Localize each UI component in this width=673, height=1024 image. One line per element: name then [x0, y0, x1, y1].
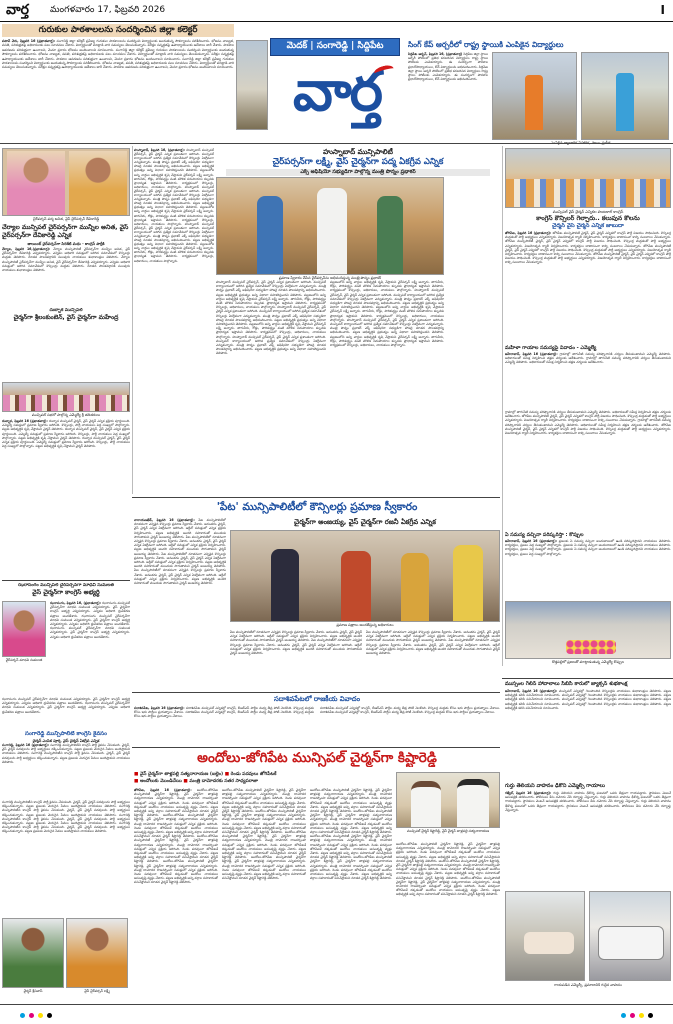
person-figure: [377, 196, 403, 275]
article-body: పటాన్ చెరు, ఫిబ్రవరి 16 (ప్రభాతవార్త): సంగారెడ్డి జిల్లా కలెక్టర్ ప్రవీణ్య గురుకుల పాఠశాలలను సందర్శించి విద్యార్థులకు అందుతున్న సౌకర్యాలను పరిశీలించారు. భోజనం నాణ్యత, వసతి, పరిశుభ్రతపై అధికారులకు పలు సూచనలు చేశారు. విద్యార్థులతో మాట్లాడి వారి సమస్యలు తెలుసుకున్నారు. పరీక్షల సన్నద్ధతపై ఉపాధ్యాయులకు ఆదేశాలు జారీ చేశారు. పాఠశాల ఆవరణను పరిశుభ్రంగా ఉంచాలని, మెనూ ప్రకారం భోజనం అందించాలని సూచించారు. సంగారెడ్డి జిల్లా కలెక్టర్ ప్రవీణ్య గురుకుల పాఠశాలలను సందర్శించి విద్యార్థులకు అందుతున్న సౌకర్యాలను పరిశీలించారు. భోజనం నాణ్యత, వసతి, పరిశుభ్రతపై అధికారులకు పలు సూచనలు చేశారు. విద్యార్థులతో మాట్లాడి వారి సమస్యలు తెలుసుకున్నారు. పరీక్షల సన్నద్ధతపై ఉపాధ్యాయులకు ఆదేశాలు జారీ చేశారు. పాఠశాల ఆవరణను పరిశుభ్రంగా ఉంచాలని, మెనూ ప్రకారం భోజనం అందించాలని సూచించారు. సంగారెడ్డి జిల్లా కలెక్టర్ ప్రవీణ్య గురుకుల పాఠశాలలను సందర్శించి విద్యార్థులకు అందుతున్న సౌకర్యాలను పరిశీలించారు. భోజనం నాణ్యత, వసతి, పరిశుభ్రతపై అధికారులకు పలు సూచనలు చేశారు. విద్యార్థులతో మాట్లాడి వారి సమస్యలు తెలుసుకున్నారు. పరీక్షల సన్నద్ధతపై ఉపాధ్యాయులకు ఆదేశాలు జారీ చేశారు. పాఠశాల ఆవరణను పరిశుభ్రంగా ఉంచాలని, మెనూ ప్రకారం భోజనం అందించాలని సూచించారు.: [2, 39, 234, 70]
subhead: చైర్మన్ వైస్ చైర్మన్ ఎన్నిక జాబుదా: [552, 223, 624, 229]
photo-caption: ప్రమాణ స్వీకారం చేసిన చైర్‌పర్సన్‌ను అభినందిస్తున్న మంత్రి పొన్నం ప్రభాకర్: [278, 276, 382, 280]
article-body: నారాయణఖేడ్, ఫిబ్రవరి 16 (ప్రభాతవార్త): పేట మున్సిపాలిటీలో నూతనంగా ఎన్నికైన కౌన్సిలర్లు ప్రమాణ స్వీకారం చేశారు. అనంతరం చైర్మన్, వైస్ చైర్మన్ ఎన్నిక ఏకగ్రీవంగా జరిగింది. ఆర్డీవో సమక్షంలో ఎన్నిక ప్రక్రియ నిర్వహించారు. పట్టణ అభివృద్ధికి అందరి సహకారంతో ముందుకు సాగుతామని చైర్మన్ అంజయ్య తెలిపారు. పేట మున్సిపాలిటీలో నూతనంగా ఎన్నికైన కౌన్సిలర్లు ప్రమాణ స్వీకారం చేశారు. అనంతరం చైర్మన్, వైస్ చైర్మన్ ఎన్నిక ఏకగ్రీవంగా జరిగింది. ఆర్డీవో సమక్షంలో ఎన్నిక ప్రక్రియ నిర్వహించారు. పట్టణ అభివృద్ధికి అందరి సహకారంతో ముందుకు సాగుతామని చైర్మన్ అంజయ్య తెలిపారు. పేట మున్సిపాలిటీలో నూతనంగా ఎన్నికైన కౌన్సిలర్లు ప్రమాణ స్వీకారం చేశారు. అనంతరం చైర్మన్, వైస్ చైర్మన్ ఎన్నిక ఏకగ్రీవంగా జరిగింది. ఆర్డీవో సమక్షంలో ఎన్నిక ప్రక్రియ నిర్వహించారు. పట్టణ అభివృద్ధికి అందరి సహకారంతో ముందుకు సాగుతామని చైర్మన్ అంజయ్య తెలిపారు. పేట మున్సిపాలిటీలో నూతనంగా ఎన్నికైన కౌన్సిలర్లు ప్రమాణ స్వీకారం చేశారు. అనంతరం చైర్మన్, వైస్ చైర్మన్ ఎన్నిక ఏకగ్రీవంగా జరిగింది. ఆర్డీవో సమక్షంలో ఎన్నిక ప్రక్రియ నిర్వహించారు. పట్టణ అభివృద్ధికి అందరి సహకారంతో ముందుకు సాగుతామని చైర్మన్ అంజయ్య తెలిపారు.: [134, 518, 226, 586]
article-body: పేట మున్సిపాలిటీలో నూతనంగా ఎన్నికైన కౌన్సిలర్లు ప్రమాణ స్వీకారం చేశారు. అనంతరం చైర్మన్, వైస్ చైర్మన్ ఎన్నిక ఏకగ్రీవంగా జరిగింది. ఆర్డీవో సమక్షంలో ఎన్నిక ప్రక్రియ నిర్వహించారు. పట్టణ అభివృద్ధికి అందరి సహకారంతో ముందుకు సాగుతామని చైర్మన్ అంజయ్య తెలిపారు. పేట మున్సిపాలిటీలో నూతనంగా ఎన్నికైన కౌన్సిలర్లు ప్రమాణ స్వీకారం చేశారు. అనంతరం చైర్మన్, వైస్ చైర్మన్ ఎన్నిక ఏకగ్రీవంగా జరిగింది. ఆర్డీవో సమక్షంలో ఎన్నిక ప్రక్రియ నిర్వహించారు. పట్టణ అభివృద్ధికి అందరి సహకారంతో ముందుకు సాగుతామని చైర్మన్ అంజయ్య తెలిపారు.: [366, 630, 500, 656]
print-color-bar-right: [621, 1013, 653, 1018]
student-figure: [525, 75, 543, 130]
edition-banner: [270, 38, 400, 56]
article-body: అందోలు-జోగిపేట మున్సిపాలిటీ చైర్మన్‌గా కిష్టారెడ్డి, వైస్ చైర్మన్‌గా తాళ్లపల్లి సత్యనారాయణ ఎన్నికయ్యారు. మంత్రి దామోదర రాజనర్సింహ సమక్షంలో ఎన్నిక ప్రక్రియ జరిగింది. రెండు పదవులూ జోగిపేటకే దక్కడంతో అందోలు నాయకులు అసంతృప్తి వ్యక్తం చేశారు. పట్టణ అభివృద్ధికి అన్ని వర్గాల సహకారంతో పనిచేస్తామని నూతన చైర్మన్ కిష్టారెడ్డి తెలిపారు. అందోలు-జోగిపేట మున్సిపాలిటీ చైర్మన్‌గా కిష్టారెడ్డి, వైస్ చైర్మన్‌గా తాళ్లపల్లి సత్యనారాయణ ఎన్నికయ్యారు. మంత్రి దామోదర రాజనర్సింహ సమక్షంలో ఎన్నిక ప్రక్రియ జరిగింది. రెండు పదవులూ జోగిపేటకే దక్కడంతో అందోలు నాయకులు అసంతృప్తి వ్యక్తం చేశారు. పట్టణ అభివృద్ధికి అన్ని వర్గాల సహకారంతో పనిచేస్తామని నూతన చైర్మన్ కిష్టారెడ్డి తెలిపారు. అందోలు-జోగిపేట మున్సిపాలిటీ చైర్మన్‌గా కిష్టారెడ్డి, వైస్ చైర్మన్‌గా తాళ్లపల్లి సత్యనారాయణ ఎన్నికయ్యారు. మంత్రి దామోదర రాజనర్సింహ సమక్షంలో ఎన్నిక ప్రక్రియ జరిగింది. రెండు పదవులూ జోగిపేటకే దక్కడంతో అందోలు నాయకులు అసంతృప్తి వ్యక్తం చేశారు. పట్టణ అభివృద్ధికి అన్ని వర్గాల సహకారంతో పనిచేస్తామని నూతన చైర్మన్ కిష్టారెడ్డి తెలిపారు.: [396, 842, 500, 897]
patient-figure: [524, 932, 574, 954]
story-collector: [2, 24, 234, 140]
article-body: ఝరాసంగం మున్సిపల్ చైర్‌పర్సన్‌గా మాధవి సుమలత ఎన్నికయ్యారు. వైస్ చైర్మన్‌గా కాంగ్రెస్ అభ్యర్థి ఎన్నికయ్యారు. ఎన్నికల అధికారి ధ్రువీకరణ పత్రాలు అందజేశారు. ఝరాసంగం మున్సిపల్ చైర్‌పర్సన్‌గా మాధవి సుమలత ఎన్నికయ్యారు. వైస్ చైర్మన్‌గా కాంగ్రెస్ అభ్యర్థి ఎన్నికయ్యారు. ఎన్నికల అధికారి ధ్రువీకరణ పత్రాలు అందజేశారు.: [2, 697, 130, 714]
headline: అందోలు-జోగిపేట మున్సిపల్ చైర్మన్‌గా కిష్టారెడ్డి: [197, 750, 437, 766]
section-divider: [2, 580, 130, 581]
student-figure: [616, 73, 634, 131]
headline: 'పేట' మున్సిపాలిటీలో కౌన్సిలర్లు ప్రమాణ స్వీకారం: [216, 501, 418, 513]
bottom-left-portraits: [2, 800, 130, 1000]
subhead: చైర్మన్‌గా అంజయ్య, వైస్ చైర్మన్‌గా రజనీ ఏకగ్రీవ ఎన్నిక: [294, 518, 436, 526]
photo-caption: మున్సిపల్ సభలో పాల్గొన్న ఎమ్మెల్యే శ్రీ తదితరులు: [31, 413, 101, 417]
headline: సింగ్ కేప్ ఆర్చరీలో రాష్ట్ర స్థాయికి ఎంపికైన విద్యార్థులు: [408, 40, 564, 49]
car-shape: [598, 926, 664, 960]
article-body: దుబ్బాక, ఫిబ్రవరి 16 (ప్రభాతవార్త): దుబ్బాక మున్సిపల్ చైర్మన్, వైస్ చైర్మన్ ఎన్నిక ప్రక్రియ పూర్తయింది. ఎమ్మెల్యే సమక్షంలో ప్రమాణ స్వీకారం జరిగింది. కౌన్సిలర్లు, పార్టీ నాయకులు పెద్ద సంఖ్యలో పాల్గొన్నారు. పట్టణ అభివృద్ధికి కృషి చేస్తామని చైర్మన్ తెలిపారు. దుబ్బాక మున్సిపల్ చైర్మన్, వైస్ చైర్మన్ ఎన్నిక ప్రక్రియ పూర్తయింది. ఎమ్మెల్యే సమక్షంలో ప్రమాణ స్వీకారం జరిగింది. కౌన్సిలర్లు, పార్టీ నాయకులు పెద్ద సంఖ్యలో పాల్గొన్నారు. పట్టణ అభివృద్ధికి కృషి చేస్తామని చైర్మన్ తెలిపారు. దుబ్బాక మున్సిపల్ చైర్మన్, వైస్ చైర్మన్ ఎన్నిక ప్రక్రియ పూర్తయింది. ఎమ్మెల్యే సమక్షంలో ప్రమాణ స్వీకారం జరిగింది. కౌన్సిలర్లు, పార్టీ నాయకులు పెద్ద సంఖ్యలో పాల్గొన్నారు. పట్టణ అభివృద్ధికి కృషి చేస్తామని చైర్మన్ తెలిపారు.: [2, 419, 130, 449]
article-body: పట్టణంలోని అన్ని వార్డుల అభివృద్ధికి కృషి చేస్తామని చైర్‌పర్సన్ లక్ష్మీ అన్నారు. తాగునీరు, రోడ్లు, పారిశుద్ధ్యం వంటి మౌలిక సదుపాయాల కల్పనకు ప్రాధాన్యత ఇస్తామని తెలిపారు. కార్యక్రమంలో కౌన్సిలర్లు, అధికారులు, నాయకులు పాల్గొన్నారు. హుస్నాబాద్ మున్సిపల్ చైర్‌పర్సన్, వైస్ చైర్మన్ ఎన్నిక ప్రశాంతంగా జరిగింది. మున్సిపల్ కార్యాలయంలో జరిగిన ప్రత్యేక సమావేశంలో కౌన్సిలర్లు ఏకగ్రీవంగా ఎన్నుకున్నారు. మంత్రి పొన్నం ప్రభాకర్ ఎక్స్ అఫిషియో సభ్యుడిగా హాజరై నూతన పాలకవర్గాన్ని అభినందించారు. పట్టణ అభివృద్ధికి ప్రభుత్వం అన్ని విధాలా సహకరిస్తుందని తెలిపారు. పట్టణంలోని అన్ని వార్డుల అభివృద్ధికి కృషి చేస్తామని చైర్‌పర్సన్ లక్ష్మీ అన్నారు. తాగునీరు, రోడ్లు, పారిశుద్ధ్యం వంటి మౌలిక సదుపాయాల కల్పనకు ప్రాధాన్యత ఇస్తామని తెలిపారు. కార్యక్రమంలో కౌన్సిలర్లు, అధికారులు, నాయకులు పాల్గొన్నారు. హుస్నాబాద్ మున్సిపల్ చైర్‌పర్సన్, వైస్ చైర్మన్ ఎన్నిక ప్రశాంతంగా జరిగింది. మున్సిపల్ కార్యాలయంలో జరిగిన ప్రత్యేక సమావేశంలో కౌన్సిలర్లు ఏకగ్రీవంగా ఎన్నుకున్నారు. మంత్రి పొన్నం ప్రభాకర్ ఎక్స్ అఫిషియో సభ్యుడిగా హాజరై నూతన పాలకవర్గాన్ని అభినందించారు. పట్టణ అభివృద్ధికి ప్రభుత్వం అన్ని విధాలా సహకరిస్తుందని తెలిపారు. పట్టణంలోని అన్ని వార్డుల అభివృద్ధికి కృషి చేస్తామని చైర్‌పర్సన్ లక్ష్మీ అన్నారు. తాగునీరు, రోడ్లు, పారిశుద్ధ్యం వంటి మౌలిక సదుపాయాల కల్పనకు ప్రాధాన్యత ఇస్తామని తెలిపారు. కార్యక్రమంలో కౌన్సిలర్లు, అధికారులు, నాయకులు పాల్గొన్నారు.: [330, 280, 444, 348]
accident-photo-1: [505, 891, 585, 981]
cyan-swatch: [621, 1013, 626, 1018]
collector-photo: [236, 40, 268, 130]
kicker: దుబ్బాక మున్సిపల్: [49, 308, 83, 313]
headline: గురుకుల పాఠశాలలను సందర్శించిన జిల్లా కలెక్టర్: [2, 24, 234, 37]
person-figure: [271, 549, 299, 622]
yellow-swatch: [38, 1013, 43, 1018]
story-dubbaka-body: [134, 148, 214, 493]
bullet-icon: ■: [134, 778, 140, 784]
article-body: హుస్నాబాద్ మున్సిపల్ చైర్‌పర్సన్, వైస్ చైర్మన్ ఎన్నిక ప్రశాంతంగా జరిగింది. మున్సిపల్ కార్యాలయంలో జరిగిన ప్రత్యేక సమావేశంలో కౌన్సిలర్లు ఏకగ్రీవంగా ఎన్నుకున్నారు. మంత్రి పొన్నం ప్రభాకర్ ఎక్స్ అఫిషియో సభ్యుడిగా హాజరై నూతన పాలకవర్గాన్ని అభినందించారు. పట్టణ అభివృద్ధికి ప్రభుత్వం అన్ని విధాలా సహకరిస్తుందని తెలిపారు. పట్టణంలోని అన్ని వార్డుల అభివృద్ధికి కృషి చేస్తామని చైర్‌పర్సన్ లక్ష్మీ అన్నారు. తాగునీరు, రోడ్లు, పారిశుద్ధ్యం వంటి మౌలిక సదుపాయాల కల్పనకు ప్రాధాన్యత ఇస్తామని తెలిపారు. కార్యక్రమంలో కౌన్సిలర్లు, అధికారులు, నాయకులు పాల్గొన్నారు. హుస్నాబాద్ మున్సిపల్ చైర్‌పర్సన్, వైస్ చైర్మన్ ఎన్నిక ప్రశాంతంగా జరిగింది. మున్సిపల్ కార్యాలయంలో జరిగిన ప్రత్యేక సమావేశంలో కౌన్సిలర్లు ఏకగ్రీవంగా ఎన్నుకున్నారు. మంత్రి పొన్నం ప్రభాకర్ ఎక్స్ అఫిషియో సభ్యుడిగా హాజరై నూతన పాలకవర్గాన్ని అభినందించారు. పట్టణ అభివృద్ధికి ప్రభుత్వం అన్ని విధాలా సహకరిస్తుందని తెలిపారు. పట్టణంలోని అన్ని వార్డుల అభివృద్ధికి కృషి చేస్తామని చైర్‌పర్సన్ లక్ష్మీ అన్నారు. తాగునీరు, రోడ్లు, పారిశుద్ధ్యం వంటి మౌలిక సదుపాయాల కల్పనకు ప్రాధాన్యత ఇస్తామని తెలిపారు. కార్యక్రమంలో కౌన్సిలర్లు, అధికారులు, నాయకులు పాల్గొన్నారు. హుస్నాబాద్ మున్సిపల్ చైర్‌పర్సన్, వైస్ చైర్మన్ ఎన్నిక ప్రశాంతంగా జరిగింది. మున్సిపల్ కార్యాలయంలో జరిగిన ప్రత్యేక సమావేశంలో కౌన్సిలర్లు ఏకగ్రీవంగా ఎన్నుకున్నారు. మంత్రి పొన్నం ప్రభాకర్ ఎక్స్ అఫిషియో సభ్యుడిగా హాజరై నూతన పాలకవర్గాన్ని అభినందించారు. పట్టణ అభివృద్ధికి ప్రభుత్వం అన్ని విధాలా సహకరిస్తుందని తెలిపారు.: [216, 280, 326, 356]
headline: మహిళా గాయాల సమస్యపై వివాదం - ఎమ్మెల్యే: [505, 345, 597, 351]
black-swatch: [47, 1013, 52, 1018]
dubbaka-photo: [2, 382, 130, 412]
photo-caption: గాయపడిన ఎమ్మెల్సీ, ప్రమాదానికి గురైన వాహనం: [554, 983, 622, 987]
photo-caption: మున్సిపల్ వైస్ చైర్మన్ ఎన్నికల హుటకాల్ కాంగ్రెస్: [552, 209, 624, 214]
section-divider: [0, 143, 673, 144]
article-body: జహీరాబాద్, ఫిబ్రవరి 16 (ప్రభాతవార్త): గ్రామాల్లో తాగునీటి సమస్య పరిష్కారానికి చర్యలు తీసుకుంటామని ఎమ్మెల్యే తెలిపారు. అధికారులతో సమీక్ష నిర్వహించి తక్షణ చర్యలకు ఆదేశించారు. గ్రామాల్లో తాగునీటి సమస్య పరిష్కారానికి చర్యలు తీసుకుంటామని ఎమ్మెల్యే తెలిపారు. అధికారులతో సమీక్ష నిర్వహించి తక్షణ చర్యలకు ఆదేశించారు.: [505, 352, 671, 365]
bullet-row: ■ వైస్ చైర్మన్‌గా తాళ్లపల్లి సత్యనారాయణ (బల్లెం) ■ రెండు పదవులు జోగిపేటకే: [134, 772, 277, 777]
headline: సదాశివపేటలో రాజకీయ వివాదం: [273, 695, 361, 703]
article-body: హుస్నాబాద్, ఫిబ్రవరి 16, (ప్రభాతవార్త): హుస్నాబాద్ మున్సిపల్ చైర్‌పర్సన్, వైస్ చైర్మన్ ఎన్నిక ప్రశాంతంగా జరిగింది. మున్సిపల్ కార్యాలయంలో జరిగిన ప్రత్యేక సమావేశంలో కౌన్సిలర్లు ఏకగ్రీవంగా ఎన్నుకున్నారు. మంత్రి పొన్నం ప్రభాకర్ ఎక్స్ అఫిషియో సభ్యుడిగా హాజరై నూతన పాలకవర్గాన్ని అభినందించారు. పట్టణ అభివృద్ధికి ప్రభుత్వం అన్ని విధాలా సహకరిస్తుందని తెలిపారు. పట్టణంలోని అన్ని వార్డుల అభివృద్ధికి కృషి చేస్తామని చైర్‌పర్సన్ లక్ష్మీ అన్నారు. తాగునీరు, రోడ్లు, పారిశుద్ధ్యం వంటి మౌలిక సదుపాయాల కల్పనకు ప్రాధాన్యత ఇస్తామని తెలిపారు. కార్యక్రమంలో కౌన్సిలర్లు, అధికారులు, నాయకులు పాల్గొన్నారు. హుస్నాబాద్ మున్సిపల్ చైర్‌పర్సన్, వైస్ చైర్మన్ ఎన్నిక ప్రశాంతంగా జరిగింది. మున్సిపల్ కార్యాలయంలో జరిగిన ప్రత్యేక సమావేశంలో కౌన్సిలర్లు ఏకగ్రీవంగా ఎన్నుకున్నారు. మంత్రి పొన్నం ప్రభాకర్ ఎక్స్ అఫిషియో సభ్యుడిగా హాజరై నూతన పాలకవర్గాన్ని అభినందించారు. పట్టణ అభివృద్ధికి ప్రభుత్వం అన్ని విధాలా సహకరిస్తుందని తెలిపారు. పట్టణంలోని అన్ని వార్డుల అభివృద్ధికి కృషి చేస్తామని చైర్‌పర్సన్ లక్ష్మీ అన్నారు. తాగునీరు, రోడ్లు, పారిశుద్ధ్యం వంటి మౌలిక సదుపాయాల కల్పనకు ప్రాధాన్యత ఇస్తామని తెలిపారు. కార్యక్రమంలో కౌన్సిలర్లు, అధికారులు, నాయకులు పాల్గొన్నారు. హుస్నాబాద్ మున్సిపల్ చైర్‌పర్సన్, వైస్ చైర్మన్ ఎన్నిక ప్రశాంతంగా జరిగింది. మున్సిపల్ కార్యాలయంలో జరిగిన ప్రత్యేక సమావేశంలో కౌన్సిలర్లు ఏకగ్రీవంగా ఎన్నుకున్నారు. మంత్రి పొన్నం ప్రభాకర్ ఎక్స్ అఫిషియో సభ్యుడిగా హాజరై నూతన పాలకవర్గాన్ని అభినందించారు. పట్టణ అభివృద్ధికి ప్రభుత్వం అన్ని విధాలా సహకరిస్తుందని తెలిపారు. పట్టణంలోని అన్ని వార్డుల అభివృద్ధికి కృషి చేస్తామని చైర్‌పర్సన్ లక్ష్మీ అన్నారు. తాగునీరు, రోడ్లు, పారిశుద్ధ్యం వంటి మౌలిక సదుపాయాల కల్పనకు ప్రాధాన్యత ఇస్తామని తెలిపారు. కార్యక్రమంలో కౌన్సిలర్లు, అధికారులు, నాయకులు పాల్గొన్నారు.: [134, 148, 214, 263]
headline: ఏ సమస్య వచ్చినా పరిష్కరిస్తా : కొప్పుల: [505, 532, 584, 538]
jharasangam-photo: [2, 601, 46, 657]
article-body: జహీరాబాద్, ఫిబ్రవరి 16 (ప్రభాతవార్త): మున్సిపల్ ఎన్నికల్లో గెలుపొందిన కౌన్సిలర్లకు నాయకులు శుభాకాంక్షలు తెలిపారు. పట్టణ అభివృద్ధికి కలిసి పనిచేయాలని సూచించారు. మున్సిపల్ ఎన్నికల్లో గెలుపొందిన కౌన్సిలర్లకు నాయకులు శుభాకాంక్షలు తెలిపారు. పట్టణ అభివృద్ధికి కలిసి పనిచేయాలని సూచించారు. మున్సిపల్ ఎన్నికల్లో గెలుపొందిన కౌన్సిలర్లకు నాయకులు శుభాకాంక్షలు తెలిపారు. పట్టణ అభివృద్ధికి కలిసి పనిచేయాలని సూచించారు. మున్సిపల్ ఎన్నికల్లో గెలుపొందిన కౌన్సిలర్లకు నాయకులు శుభాకాంక్షలు తెలిపారు. పట్టణ అభివృద్ధికి కలిసి పనిచేయాలని సూచించారు.: [505, 689, 671, 710]
bullet-icon: ■: [183, 778, 190, 784]
crowd: [506, 179, 671, 207]
black-swatch: [648, 1013, 653, 1018]
portrait-vice-chair: [66, 918, 128, 988]
story-accident: [505, 783, 671, 998]
story-andol: [134, 750, 500, 1000]
headline: చైర్‌పర్సన్‌గా లక్ష్మీ, వైస్ చైర్మన్‌గా పద్మ ఏకగ్రీవ ఎన్నిక: [272, 157, 444, 167]
person-figure: [401, 553, 429, 622]
article-body: సంగారెడ్డి మున్సిపాలిటీని కాంగ్రెస్ పార్టీ కైవసం చేసుకుంది. చైర్మన్, వైస్ చైర్మన్ పదవులను పార్టీ అభ్యర్థులు దక్కించుకున్నారు. పట్టణ ప్రజలకు మెరుగైన సేవలు అందిస్తామని నాయకులు తెలిపారు. సంగారెడ్డి మున్సిపాలిటీని కాంగ్రెస్ పార్టీ కైవసం చేసుకుంది. చైర్మన్, వైస్ చైర్మన్ పదవులను పార్టీ అభ్యర్థులు దక్కించుకున్నారు. పట్టణ ప్రజలకు మెరుగైన సేవలు అందిస్తామని నాయకులు తెలిపారు. సంగారెడ్డి మున్సిపాలిటీని కాంగ్రెస్ పార్టీ కైవసం చేసుకుంది. చైర్మన్, వైస్ చైర్మన్ పదవులను పార్టీ అభ్యర్థులు దక్కించుకున్నారు. పట్టణ ప్రజలకు మెరుగైన సేవలు అందిస్తామని నాయకులు తెలిపారు. సంగారెడ్డి మున్సిపాలిటీని కాంగ్రెస్ పార్టీ కైవసం చేసుకుంది. చైర్మన్, వైస్ చైర్మన్ పదవులను పార్టీ అభ్యర్థులు దక్కించుకున్నారు. పట్టణ ప్రజలకు మెరుగైన సేవలు అందిస్తామని నాయకులు తెలిపారు.: [2, 800, 130, 834]
photo-caption: మున్సిపల్ చైర్మన్ కిష్టారెడ్డి, వైస్ చైర్మన్ తాళ్లపల్లి సత్యనారాయణ: [406, 829, 490, 833]
section-divider: [132, 497, 500, 498]
page-number: I: [660, 3, 665, 17]
story-sadasivapet: [134, 695, 500, 745]
story-jharasangam: [2, 583, 130, 695]
subhead: జాయింట్ చైర్‌పర్సన్‌గా సిరిశేటి మధు - కాంగ్రెస్ పార్టీకి: [27, 241, 105, 246]
headline: కాంగ్రెస్ కౌన్సిలర్ గెల్చారు.. కలుపున కొలను: [536, 215, 640, 222]
photo-caption: చైర్‌పర్సన్ పద్మ అనిత, వైస్ చైర్‌పర్సన్ దేవికారెడ్డి: [32, 217, 100, 221]
andol-photo: [396, 772, 500, 828]
person-figure: [453, 545, 483, 622]
portrait-chairman: [2, 918, 64, 988]
archery-photo-1: [492, 52, 577, 140]
footer: [0, 1004, 673, 1024]
person-figure: [457, 779, 489, 828]
portrait-1: [7, 151, 65, 215]
yellow-swatch: [639, 1013, 644, 1018]
article-body: గ్రామాల్లో తాగునీటి సమస్య పరిష్కారానికి చర్యలు తీసుకుంటామని ఎమ్మెల్యే తెలిపారు. అధికారులతో సమీక్ష నిర్వహించి తక్షణ చర్యలకు ఆదేశించారు. జోగిపేట మున్సిపాలిటీ చైర్మన్, వైస్ చైర్మన్ ఎన్నికలో కాంగ్రెస్ పార్టీ విజయం సాధించింది. కౌన్సిలర్ల మద్దతుతో పార్టీ అభ్యర్థులు ఎన్నికయ్యారు. విజయోత్సవ ర్యాలీ నిర్వహించారు. కార్యకర్తలు బాణాసంచా కాల్చి సంబరాలు చేసుకున్నారు. గ్రామాల్లో తాగునీటి సమస్య పరిష్కారానికి చర్యలు తీసుకుంటామని ఎమ్మెల్యే తెలిపారు. అధికారులతో సమీక్ష నిర్వహించి తక్షణ చర్యలకు ఆదేశించారు. జోగిపేట మున్సిపాలిటీ చైర్మన్, వైస్ చైర్మన్ ఎన్నికలో కాంగ్రెస్ పార్టీ విజయం సాధించింది. కౌన్సిలర్ల మద్దతుతో పార్టీ అభ్యర్థులు ఎన్నికయ్యారు. విజయోత్సవ ర్యాలీ నిర్వహించారు. కార్యకర్తలు బాణాసంచా కాల్చి సంబరాలు చేసుకున్నారు.: [505, 410, 671, 436]
print-color-bar-left: [20, 1013, 52, 1018]
logo-text: వార్త: [293, 58, 381, 124]
koppula-photo: [505, 601, 671, 659]
article-body: గజ్వేల్, ఫిబ్రవరి 16 (ప్రభాతవార్త): గుర్తు తెలియని వాహనం ఢీకొన్న ఘటనలో ఒకరు తీవ్రంగా గాయపడ్డారు. స్థానికులు వెంటనే ఆసుపత్రికి తరలించారు. పోలీసులు కేసు నమోదు చేసి దర్యాప్తు చేస్తున్నారు. గుర్తు తెలియని వాహనం ఢీకొన్న ఘటనలో ఒకరు తీవ్రంగా గాయపడ్డారు. స్థానికులు వెంటనే ఆసుపత్రికి తరలించారు. పోలీసులు కేసు నమోదు చేసి దర్యాప్తు చేస్తున్నారు. గుర్తు తెలియని వాహనం ఢీకొన్న ఘటనలో ఒకరు తీవ్రంగా గాయపడ్డారు. స్థానికులు వెంటనే ఆసుపత్రికి తరలించారు. పోలీసులు కేసు నమోదు చేసి దర్యాప్తు చేస్తున్నారు.: [505, 791, 671, 812]
article-body: ఝరాసంగం, ఫిబ్రవరి 16, (ప్రభాతవార్త): ఝరాసంగం మున్సిపల్ చైర్‌పర్సన్‌గా మాధవి సుమలత ఎన్నికయ్యారు. వైస్ చైర్మన్‌గా కాంగ్రెస్ అభ్యర్థి ఎన్నికయ్యారు. ఎన్నికల అధికారి ధ్రువీకరణ పత్రాలు అందజేశారు. ఝరాసంగం మున్సిపల్ చైర్‌పర్సన్‌గా మాధవి సుమలత ఎన్నికయ్యారు. వైస్ చైర్మన్‌గా కాంగ్రెస్ అభ్యర్థి ఎన్నికయ్యారు. ఎన్నికల అధికారి ధ్రువీకరణ పత్రాలు అందజేశారు. ఝరాసంగం మున్సిపల్ చైర్‌పర్సన్‌గా మాధవి సుమలత ఎన్నికయ్యారు. వైస్ చైర్మన్‌గా కాంగ్రెస్ అభ్యర్థి ఎన్నికయ్యారు. ఎన్నికల అధికారి ధ్రువీకరణ పత్రాలు అందజేశారు.: [50, 601, 130, 639]
story-councillors-oath: [134, 500, 500, 690]
person-figure: [341, 551, 371, 622]
bullet-icon: ■: [224, 772, 231, 777]
story-cow-fund: [505, 681, 671, 781]
headline: ముస్సంల గెలిన్ హావాలాలు సిబిసి కారులో జ్యాక్సన్ శుభకాంక్ష: [505, 681, 628, 687]
husnabad-photo: [216, 177, 444, 275]
rally-photo: [505, 148, 671, 208]
chetyala-photo: [2, 148, 130, 216]
bullet-icon: ■: [134, 772, 140, 777]
person-figure: [257, 196, 283, 275]
person-figure: [411, 781, 441, 828]
story-husnabad: [216, 148, 500, 494]
article-body: అందోలు-జోగిపేట మున్సిపాలిటీ చైర్మన్‌గా కిష్టారెడ్డి, వైస్ చైర్మన్‌గా తాళ్లపల్లి సత్యనారాయణ ఎన్నికయ్యారు. మంత్రి దామోదర రాజనర్సింహ సమక్షంలో ఎన్నిక ప్రక్రియ జరిగింది. రెండు పదవులూ జోగిపేటకే దక్కడంతో అందోలు నాయకులు అసంతృప్తి వ్యక్తం చేశారు. పట్టణ అభివృద్ధికి అన్ని వర్గాల సహకారంతో పనిచేస్తామని నూతన చైర్మన్ కిష్టారెడ్డి తెలిపారు. అందోలు-జోగిపేట మున్సిపాలిటీ చైర్మన్‌గా కిష్టారెడ్డి, వైస్ చైర్మన్‌గా తాళ్లపల్లి సత్యనారాయణ ఎన్నికయ్యారు. మంత్రి దామోదర రాజనర్సింహ సమక్షంలో ఎన్నిక ప్రక్రియ జరిగింది. రెండు పదవులూ జోగిపేటకే దక్కడంతో అందోలు నాయకులు అసంతృప్తి వ్యక్తం చేశారు. పట్టణ అభివృద్ధికి అన్ని వర్గాల సహకారంతో పనిచేస్తామని నూతన చైర్మన్ కిష్టారెడ్డి తెలిపారు. అందోలు-జోగిపేట మున్సిపాలిటీ చైర్మన్‌గా కిష్టారెడ్డి, వైస్ చైర్మన్‌గా తాళ్లపల్లి సత్యనారాయణ ఎన్నికయ్యారు. మంత్రి దామోదర రాజనర్సింహ సమక్షంలో ఎన్నిక ప్రక్రియ జరిగింది. రెండు పదవులూ జోగిపేటకే దక్కడంతో అందోలు నాయకులు అసంతృప్తి వ్యక్తం చేశారు. పట్టణ అభివృద్ధికి అన్ని వర్గాల సహకారంతో పనిచేస్తామని నూతన చైర్మన్ కిష్టారెడ్డి తెలిపారు. అందోలు-జోగిపేట మున్సిపాలిటీ చైర్మన్‌గా కిష్టారెడ్డి, వైస్ చైర్మన్‌గా తాళ్లపల్లి సత్యనారాయణ ఎన్నికయ్యారు. మంత్రి దామోదర రాజనర్సింహ సమక్షంలో ఎన్నిక ప్రక్రియ జరిగింది. రెండు పదవులూ జోగిపేటకే దక్కడంతో అందోలు నాయకులు అసంతృప్తి వ్యక్తం చేశారు. పట్టణ అభివృద్ధికి అన్ని వర్గాల సహకారంతో పనిచేస్తామని నూతన చైర్మన్ కిష్టారెడ్డి తెలిపారు.: [222, 788, 306, 881]
story-archery: [408, 40, 671, 150]
magenta-swatch: [29, 1013, 34, 1018]
headline: చైర్మన్‌గా శ్రీలంకుంబెన్, వైస్ చైర్మన్‌గా మహేంద్ర: [13, 314, 119, 321]
article-body: సదాశివపేట మున్సిపల్ ఎన్నికల్లో కాంగ్రెస్, బీఆర్ఎస్ పార్టీల మధ్య తీవ్ర పోటీ నెలకొంది. కౌన్సిలర్ల మద్దతు కోసం ఇరు పార్టీలు ప్రయత్నాలు చేశాయి. సదాశివపేట మున్సిపల్ ఎన్నికల్లో కాంగ్రెస్, బీఆర్ఎస్ పార్టీల మధ్య తీవ్ర పోటీ నెలకొంది. కౌన్సిలర్ల మద్దతు కోసం ఇరు పార్టీలు ప్రయత్నాలు చేశాయి.: [320, 706, 500, 715]
edition-banner-text: మెదక్ | సంగారెడ్డి | సిద్దిపేట: [286, 41, 384, 51]
article-body: జహీరాబాద్, ఫిబ్రవరి 16 (ప్రభాతవార్త): ప్రజలకు ఏ సమస్య వచ్చినా అందుబాటులో ఉండి పరిష్కరిస్తానని నాయకులు తెలిపారు. కార్యకర్తలు, ప్రజలు పెద్ద సంఖ్యలో పాల్గొన్నారు. ప్రజలకు ఏ సమస్య వచ్చినా అందుబాటులో ఉండి పరిష్కరిస్తానని నాయకులు తెలిపారు. కార్యకర్తలు, ప్రజలు పెద్ద సంఖ్యలో పాల్గొన్నారు. ప్రజలకు ఏ సమస్య వచ్చినా అందుబాటులో ఉండి పరిష్కరిస్తానని నాయకులు తెలిపారు. కార్యకర్తలు, ప్రజలు పెద్ద సంఖ్యలో పాల్గొన్నారు.: [505, 539, 671, 556]
headline: సంగారెడ్డి మున్సిపాలిటీ కాంగ్రెస్ కైవసం: [25, 731, 107, 737]
kicker: హుస్నాబాద్ మున్సిపాలిటీ: [323, 148, 393, 156]
archery-photo-2: [581, 52, 669, 140]
paper-name-small: వార్త: [6, 2, 29, 18]
article-body: చేర్యాల, ఫిబ్రవరి 16,(ప్రభాతవార్త): చేర్యాల మున్సిపాలిటీ చైర్‌పర్సన్‌గా మున్నీల అనిత, వైస్ చైర్‌పర్సన్‌గా దేవికారెడ్డి ఎన్నికయ్యారు. ఎన్నికల అధికారి సమక్షంలో జరిగిన సమావేశంలో కౌన్సిలర్లు మద్దతు తెలిపారు. నూతన పాలకవర్గానికి పలువురు నాయకులు శుభాకాంక్షలు తెలిపారు. చేర్యాల మున్సిపాలిటీ చైర్‌పర్సన్‌గా మున్నీల అనిత, వైస్ చైర్‌పర్సన్‌గా దేవికారెడ్డి ఎన్నికయ్యారు. ఎన్నికల అధికారి సమక్షంలో జరిగిన సమావేశంలో కౌన్సిలర్లు మద్దతు తెలిపారు. నూతన పాలకవర్గానికి పలువురు నాయకులు శుభాకాంక్షలు తెలిపారు.: [2, 247, 130, 273]
article-body: సంగారెడ్డి, ఫిబ్రవరి 16 (ప్రభాతవార్త): సంగారెడ్డి మున్సిపాలిటీని కాంగ్రెస్ పార్టీ కైవసం చేసుకుంది. చైర్మన్, వైస్ చైర్మన్ పదవులను పార్టీ అభ్యర్థులు దక్కించుకున్నారు. పట్టణ ప్రజలకు మెరుగైన సేవలు అందిస్తామని నాయకులు తెలిపారు. సంగారెడ్డి మున్సిపాలిటీని కాంగ్రెస్ పార్టీ కైవసం చేసుకుంది. చైర్మన్, వైస్ చైర్మన్ పదవులను పార్టీ అభ్యర్థులు దక్కించుకున్నారు. పట్టణ ప్రజలకు మెరుగైన సేవలు అందిస్తామని నాయకులు తెలిపారు.: [2, 743, 130, 764]
headline: చేర్యాల మున్సిపల్ చైర్‌పర్సన్‌గా మున్నీల అనిత, వైస్ చైర్‌పర్సన్‌గా దేవికారెడ్డి ఎన్నిక: [2, 224, 129, 239]
section-divider: [132, 692, 500, 693]
magenta-swatch: [630, 1013, 635, 1018]
bullet-row: ■ అందోలుకు మొండిచేయి ■ మంత్రి దామోదరకు సతర సాధ్యపరాజా: [134, 778, 258, 784]
story-sangareddy-congress: [2, 697, 130, 797]
story-dubbaka: [2, 382, 130, 494]
article-body: పేట మున్సిపాలిటీలో నూతనంగా ఎన్నికైన కౌన్సిలర్లు ప్రమాణ స్వీకారం చేశారు. అనంతరం చైర్మన్, వైస్ చైర్మన్ ఎన్నిక ఏకగ్రీవంగా జరిగింది. ఆర్డీవో సమక్షంలో ఎన్నిక ప్రక్రియ నిర్వహించారు. పట్టణ అభివృద్ధికి అందరి సహకారంతో ముందుకు సాగుతామని చైర్మన్ అంజయ్య తెలిపారు. పేట మున్సిపాలిటీలో నూతనంగా ఎన్నికైన కౌన్సిలర్లు ప్రమాణ స్వీకారం చేశారు. అనంతరం చైర్మన్, వైస్ చైర్మన్ ఎన్నిక ఏకగ్రీవంగా జరిగింది. ఆర్డీవో సమక్షంలో ఎన్నిక ప్రక్రియ నిర్వహించారు. పట్టణ అభివృద్ధికి అందరి సహకారంతో ముందుకు సాగుతామని చైర్మన్ అంజయ్య తెలిపారు.: [230, 630, 362, 656]
headline: గుర్తు తెలియని వాహనం ఢీకొని ఎమ్మెల్సీ గాయాలు: [505, 783, 605, 789]
portrait-2: [69, 151, 127, 215]
article-body: సదాశివపేట, ఫిబ్రవరి 16 (ప్రభాతవార్త): సదాశివపేట మున్సిపల్ ఎన్నికల్లో కాంగ్రెస్, బీఆర్ఎస్ పార్టీల మధ్య తీవ్ర పోటీ నెలకొంది. కౌన్సిలర్ల మద్దతు కోసం ఇరు పార్టీలు ప్రయత్నాలు చేశాయి. సదాశివపేట మున్సిపల్ ఎన్నికల్లో కాంగ్రెస్, బీఆర్ఎస్ పార్టీల మధ్య తీవ్ర పోటీ నెలకొంది. కౌన్సిలర్ల మద్దతు కోసం ఇరు పార్టీలు ప్రయత్నాలు చేశాయి.: [134, 706, 314, 719]
article-body: జోగిపేట, ఫిబ్రవరి 16 (ప్రభాతవార్త): అందోలు-జోగిపేట మున్సిపాలిటీ చైర్మన్‌గా కిష్టారెడ్డి, వైస్ చైర్మన్‌గా తాళ్లపల్లి సత్యనారాయణ ఎన్నికయ్యారు. మంత్రి దామోదర రాజనర్సింహ సమక్షంలో ఎన్నిక ప్రక్రియ జరిగింది. రెండు పదవులూ జోగిపేటకే దక్కడంతో అందోలు నాయకులు అసంతృప్తి వ్యక్తం చేశారు. పట్టణ అభివృద్ధికి అన్ని వర్గాల సహకారంతో పనిచేస్తామని నూతన చైర్మన్ కిష్టారెడ్డి తెలిపారు. అందోలు-జోగిపేట మున్సిపాలిటీ చైర్మన్‌గా కిష్టారెడ్డి, వైస్ చైర్మన్‌గా తాళ్లపల్లి సత్యనారాయణ ఎన్నికయ్యారు. మంత్రి దామోదర రాజనర్సింహ సమక్షంలో ఎన్నిక ప్రక్రియ జరిగింది. రెండు పదవులూ జోగిపేటకే దక్కడంతో అందోలు నాయకులు అసంతృప్తి వ్యక్తం చేశారు. పట్టణ అభివృద్ధికి అన్ని వర్గాల సహకారంతో పనిచేస్తామని నూతన చైర్మన్ కిష్టారెడ్డి తెలిపారు. అందోలు-జోగిపేట మున్సిపాలిటీ చైర్మన్‌గా కిష్టారెడ్డి, వైస్ చైర్మన్‌గా తాళ్లపల్లి సత్యనారాయణ ఎన్నికయ్యారు. మంత్రి దామోదర రాజనర్సింహ సమక్షంలో ఎన్నిక ప్రక్రియ జరిగింది. రెండు పదవులూ జోగిపేటకే దక్కడంతో అందోలు నాయకులు అసంతృప్తి వ్యక్తం చేశారు. పట్టణ అభివృద్ధికి అన్ని వర్గాల సహకారంతో పనిచేస్తామని నూతన చైర్మన్ కిష్టారెడ్డి తెలిపారు. అందోలు-జోగిపేట మున్సిపాలిటీ చైర్మన్‌గా కిష్టారెడ్డి, వైస్ చైర్మన్‌గా తాళ్లపల్లి సత్యనారాయణ ఎన్నికయ్యారు. మంత్రి దామోదర రాజనర్సింహ సమక్షంలో ఎన్నిక ప్రక్రియ జరిగింది. రెండు పదవులూ జోగిపేటకే దక్కడంతో అందోలు నాయకులు అసంతృప్తి వ్యక్తం చేశారు. పట్టణ అభివృద్ధికి అన్ని వర్గాల సహకారంతో పనిచేస్తామని నూతన చైర్మన్ కిష్టారెడ్డి తెలిపారు.: [134, 788, 218, 885]
photo-caption: చైర్మన్ శ్రీనివాస్: [23, 989, 43, 993]
kicker: ఝరాసంగం మున్సిపల్ చైర్‌పర్సన్‌గా మాధవి సుమలత: [18, 583, 114, 588]
oath-photo: [230, 530, 500, 622]
story-koppula: [505, 410, 671, 670]
bullet-list: [134, 772, 364, 785]
subhead: ఎక్స్ అఫిషియో సభ్యుడిగా పాల్గొన్న మంత్రి పొన్నం ప్రభాకర్: [226, 169, 490, 176]
story-chetyala: [2, 148, 130, 380]
date-line: మంగళవారం 17, ఫిబ్రవరి 2026: [50, 5, 166, 15]
section-divider: [132, 747, 500, 748]
cyan-swatch: [20, 1013, 25, 1018]
story-congress-win: [505, 148, 671, 408]
section-divider: [502, 678, 673, 679]
paper-logo: [268, 58, 406, 138]
photo-caption: చైర్‌పర్సన్ మాధవి సుమలత: [5, 658, 43, 662]
article-body: అందోలు-జోగిపేట మున్సిపాలిటీ చైర్మన్‌గా కిష్టారెడ్డి, వైస్ చైర్మన్‌గా తాళ్లపల్లి సత్యనారాయణ ఎన్నికయ్యారు. మంత్రి దామోదర రాజనర్సింహ సమక్షంలో ఎన్నిక ప్రక్రియ జరిగింది. రెండు పదవులూ జోగిపేటకే దక్కడంతో అందోలు నాయకులు అసంతృప్తి వ్యక్తం చేశారు. పట్టణ అభివృద్ధికి అన్ని వర్గాల సహకారంతో పనిచేస్తామని నూతన చైర్మన్ కిష్టారెడ్డి తెలిపారు. అందోలు-జోగిపేట మున్సిపాలిటీ చైర్మన్‌గా కిష్టారెడ్డి, వైస్ చైర్మన్‌గా తాళ్లపల్లి సత్యనారాయణ ఎన్నికయ్యారు. మంత్రి దామోదర రాజనర్సింహ సమక్షంలో ఎన్నిక ప్రక్రియ జరిగింది. రెండు పదవులూ జోగిపేటకే దక్కడంతో అందోలు నాయకులు అసంతృప్తి వ్యక్తం చేశారు. పట్టణ అభివృద్ధికి అన్ని వర్గాల సహకారంతో పనిచేస్తామని నూతన చైర్మన్ కిష్టారెడ్డి తెలిపారు. అందోలు-జోగిపేట మున్సిపాలిటీ చైర్మన్‌గా కిష్టారెడ్డి, వైస్ చైర్మన్‌గా తాళ్లపల్లి సత్యనారాయణ ఎన్నికయ్యారు. మంత్రి దామోదర రాజనర్సింహ సమక్షంలో ఎన్నిక ప్రక్రియ జరిగింది. రెండు పదవులూ జోగిపేటకే దక్కడంతో అందోలు నాయకులు అసంతృప్తి వ్యక్తం చేశారు. పట్టణ అభివృద్ధికి అన్ని వర్గాల సహకారంతో పనిచేస్తామని నూతన చైర్మన్ కిష్టారెడ్డి తెలిపారు. అందోలు-జోగిపేట మున్సిపాలిటీ చైర్మన్‌గా కిష్టారెడ్డి, వైస్ చైర్మన్‌గా తాళ్లపల్లి సత్యనారాయణ ఎన్నికయ్యారు. మంత్రి దామోదర రాజనర్సింహ సమక్షంలో ఎన్నిక ప్రక్రియ జరిగింది. రెండు పదవులూ జోగిపేటకే దక్కడంతో అందోలు నాయకులు అసంతృప్తి వ్యక్తం చేశారు. పట్టణ అభివృద్ధికి అన్ని వర్గాల సహకారంతో పనిచేస్తామని నూతన చైర్మన్ కిష్టారెడ్డి తెలిపారు.: [310, 788, 392, 881]
accident-photo-2: [589, 891, 671, 981]
article-body: సిద్దిపేట ఆర్బన్, ఫిబ్రవరి 16, (ప్రభాతవార్త) సిద్దిపేట జిల్లా స్థాయి ఆర్చరీ పోటీలలో ప్రతిభ కనబరిచిన విద్యార్థులు రాష్ట్ర స్థాయి పోటీలకు ఎంపికయ్యారు. ఈ సందర్భంగా పాఠశాల ప్రధానోపాధ్యాయులు, కోచ్ విద్యార్థులను అభినందించారు. సిద్దిపేట జిల్లా స్థాయి ఆర్చరీ పోటీలలో ప్రతిభ కనబరిచిన విద్యార్థులు రాష్ట్ర స్థాయి పోటీలకు ఎంపికయ్యారు. ఈ సందర్భంగా పాఠశాల ప్రధానోపాధ్యాయులు, కోచ్ విద్యార్థులను అభినందించారు.: [408, 52, 488, 82]
headline: వైస్ చైర్మన్‌గా కాంగ్రెస్ అభ్యర్థి: [32, 589, 100, 596]
person-figure: [317, 188, 347, 275]
photo-caption: కొత్తపల్లిలో ప్రజలతో మాట్లాడుతున్న ఎమ్మెల్యే కొప్పుల: [551, 660, 625, 664]
masthead-strip: [0, 0, 673, 22]
crowd: [3, 395, 130, 411]
photo-caption: ప్రమాణ పత్రాలు అందజేస్తున్న అధికారులు: [336, 623, 394, 627]
photo-caption: వైస్ చైర్‌పర్సన్ లక్ష్మీ: [84, 989, 110, 993]
flowers: [566, 640, 616, 654]
subhead: చైర్మన్ ఎంపిక పూర్తి, వైస్ చైర్మన్ ఏకగ్రీవ ఎన్నిక: [32, 738, 100, 743]
article-body: జోగిపేట, ఫిబ్రవరి 16 (ప్రభాతవార్త): జోగిపేట మున్సిపాలిటీ చైర్మన్, వైస్ చైర్మన్ ఎన్నికలో కాంగ్రెస్ పార్టీ విజయం సాధించింది. కౌన్సిలర్ల మద్దతుతో పార్టీ అభ్యర్థులు ఎన్నికయ్యారు. విజయోత్సవ ర్యాలీ నిర్వహించారు. కార్యకర్తలు బాణాసంచా కాల్చి సంబరాలు చేసుకున్నారు. జోగిపేట మున్సిపాలిటీ చైర్మన్, వైస్ చైర్మన్ ఎన్నికలో కాంగ్రెస్ పార్టీ విజయం సాధించింది. కౌన్సిలర్ల మద్దతుతో పార్టీ అభ్యర్థులు ఎన్నికయ్యారు. విజయోత్సవ ర్యాలీ నిర్వహించారు. కార్యకర్తలు బాణాసంచా కాల్చి సంబరాలు చేసుకున్నారు. జోగిపేట మున్సిపాలిటీ చైర్మన్, వైస్ చైర్మన్ ఎన్నికలో కాంగ్రెస్ పార్టీ విజయం సాధించింది. కౌన్సిలర్ల మద్దతుతో పార్టీ అభ్యర్థులు ఎన్నికయ్యారు. విజయోత్సవ ర్యాలీ నిర్వహించారు. కార్యకర్తలు బాణాసంచా కాల్చి సంబరాలు చేసుకున్నారు. జోగిపేట మున్సిపాలిటీ చైర్మన్, వైస్ చైర్మన్ ఎన్నికలో కాంగ్రెస్ పార్టీ విజయం సాధించింది. కౌన్సిలర్ల మద్దతుతో పార్టీ అభ్యర్థులు ఎన్నికయ్యారు. విజయోత్సవ ర్యాలీ నిర్వహించారు. కార్యకర్తలు బాణాసంచా కాల్చి సంబరాలు చేసుకున్నారు.: [505, 231, 671, 265]
